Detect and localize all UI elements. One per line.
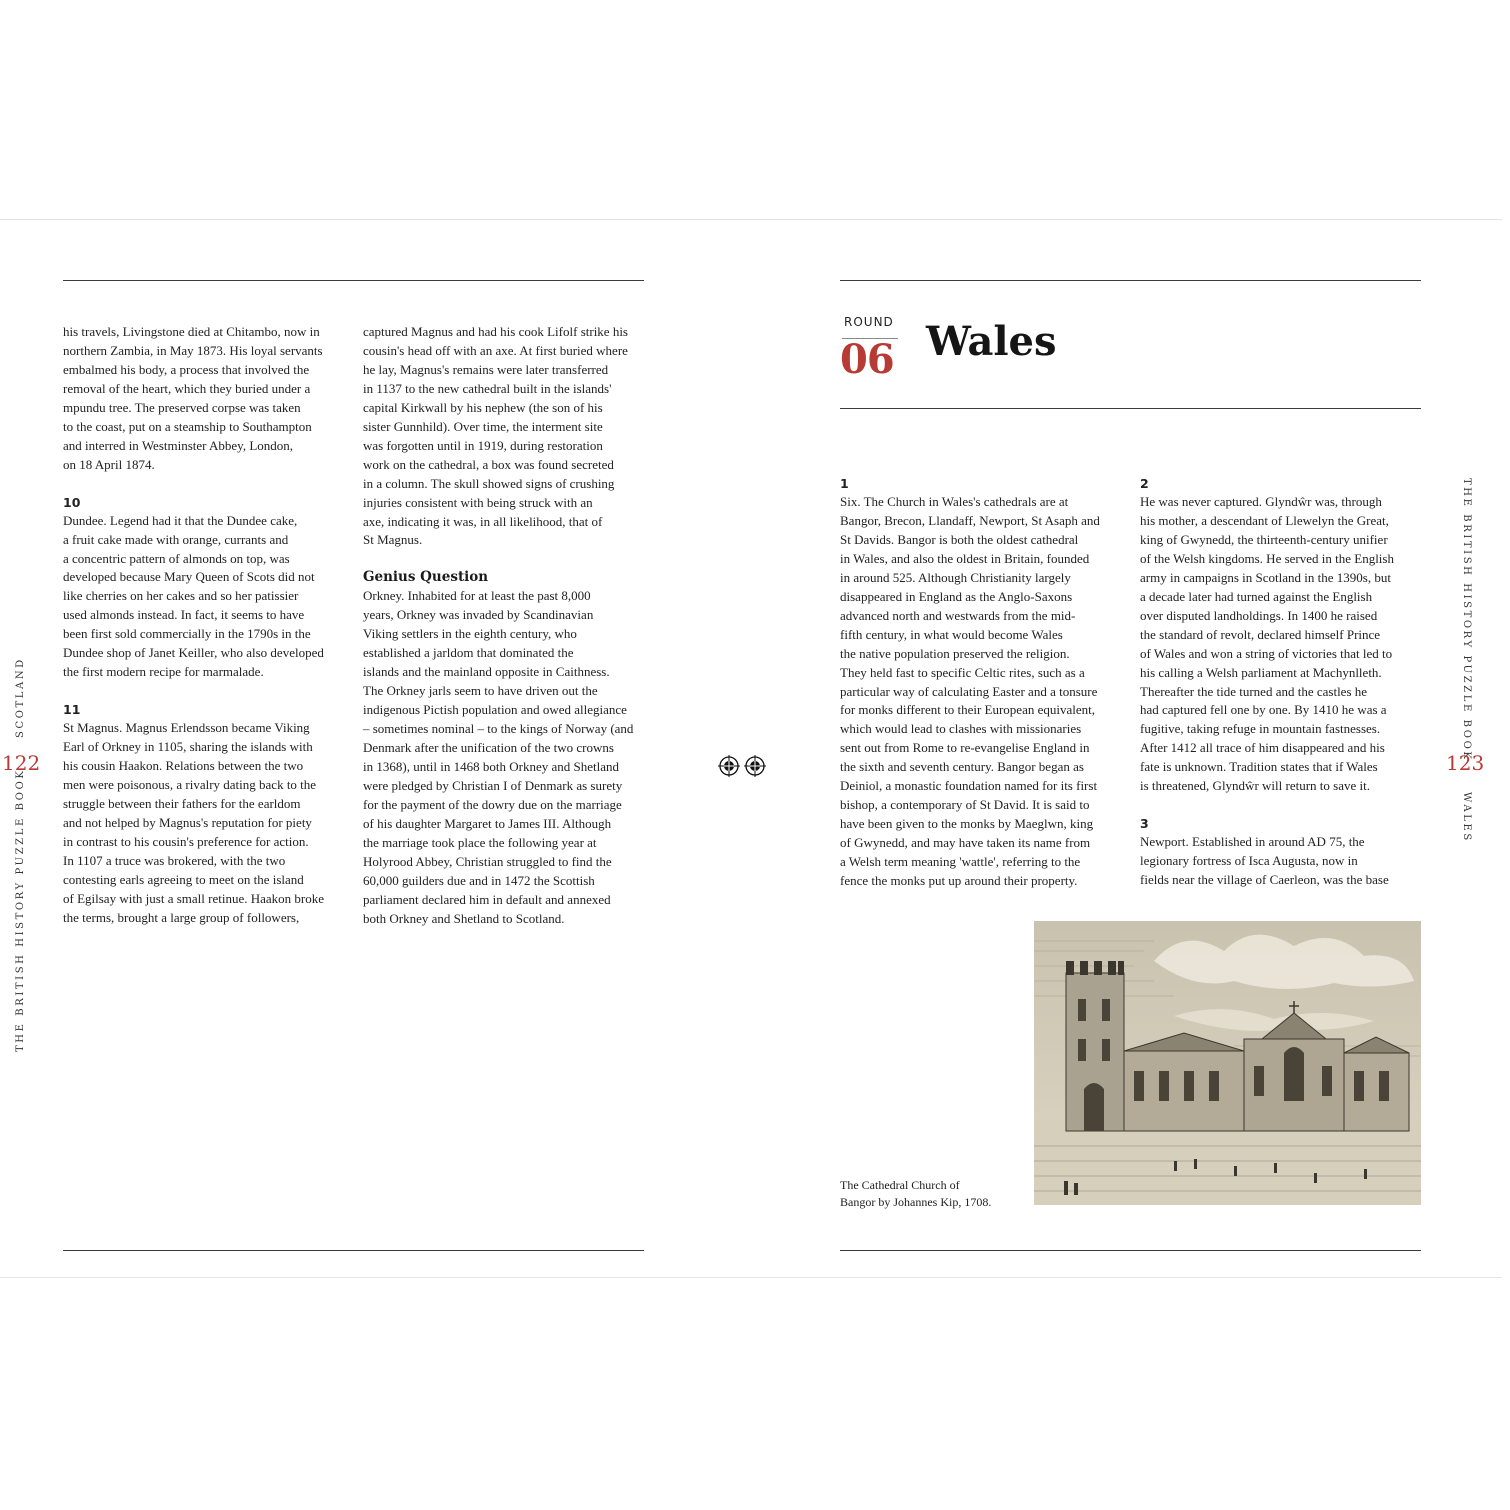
- answer-10-number: 10: [63, 494, 81, 510]
- genius-question-text: Orkney. Inhabited for at least the past 8,000 years, Orkney was invaded by Scandinavian Viking settlers in the eighth century, who established a jarldom that dominated the islands and the mainland opposite in Caithness. The Orkney jarls seem to have driven out the indigenous Pictish population and owed allegiance – sometimes nominal – to the kings of Norway (and Denmark after the unification of the two crowns in 1368), until in 1468 both Orkney and Shetland were pledged by Christian I of Denmark as surety for the payment of the dowry due on the marriage of his daughter Margaret to James III. Although the marriage took place the following year at Holyrood Abbey, Christian struggled to find the 60,000 guilders due and in 1472 the Scottish parliament declared him in default and annexed both Orkney and Shetland to Scotland.: [363, 588, 634, 926]
- answer-3-text: Newport. Established in around AD 75, the legionary fortress of Isca Augusta, now in fields near the village of Caerleon, was the base: [1140, 834, 1389, 888]
- genius-question-heading: Genius Question: [363, 569, 489, 586]
- left-folio: 122: [2, 751, 41, 775]
- spread-top-edge: [0, 219, 1502, 220]
- right-folio: 123: [1446, 751, 1485, 775]
- answer-2-number: 2: [1140, 476, 1149, 491]
- right-running-title: THE BRITISH HISTORY PUZZLE BOOK: [1461, 478, 1472, 762]
- answer-2-text: He was never captured. Glyndŵr was, through his mother, a descendant of Llewelyn the Great, king of Gwynedd, the thirteenth-century unifier of the Welsh kingdoms. He served in the English army in campaigns in Scotland in the 1390s, but a decade later had turned against the English over disputed landholdings. In 1400 he raised the standard of revolt, declared himself Prince of Wales and won a string of victories that led to his calling a Welsh parliament at Machynlleth. Thereafter the tide turned and the castles he had captured fell one by one. By 1410 he was a fugitive, taking refuge in mountain fastnesses. After 1412 all trace of him disappeared and his fate is unknown. Tradition states that if Wales is threatened, Glyndŵr will return to save it.: [1140, 494, 1394, 794]
- answer-11-number: 11: [63, 702, 81, 718]
- answer-9-continued: his travels, Livingstone died at Chitambo, now in northern Zambia, in May 1873. His loyal servants embalmed his body, a process that involved the removal of the heart, which they buried under a mpundu tree. The preserved corpse was taken to the coast, put on a steamship to Southampton and interred in Westminster Abbey, London, on 18 April 1874.: [63, 324, 323, 472]
- right-section-name: WALES: [1461, 792, 1472, 843]
- left-top-rule: [63, 280, 644, 281]
- figure-caption-text: The Cathedral Church of Bangor by Johannes Kip, 1708.: [840, 1178, 992, 1209]
- answer-11-text: St Magnus. Magnus Erlendsson became Viking Earl of Orkney in 1105, sharing the islands with his cousin Haakon. Relations between the two men were poisonous, a rivalry dating back to the struggle between their fathers for the earldom and not helped by Magnus's reputation for piety in contrast to his cousin's preference for action. In 1107 a truce was brokered, with the two contesting earls agreeing to meet on the island of Egilsay with just a small retinue. Haakon broke the terms, brought a large group of followers,: [63, 720, 325, 925]
- answer-10-text: Dundee. Legend had it that the Dundee cake, a fruit cake made with orange, currants and a concentric pattern of almonds on top, was developed because Mary Queen of Scots did not like cherries on her cakes and so her patissier used almonds instead. In fact, it seems to have been first sold commercially in the 1790s in the Dundee shop of Janet Keiller, who also developed the first modern recipe for marmalade.: [63, 512, 324, 680]
- left-section-name: SCOTLAND: [15, 657, 26, 738]
- figure-caption: [840, 1177, 1025, 1210]
- round-number: 06: [840, 336, 894, 383]
- registration-mark-icon: [744, 755, 766, 777]
- right-column-1: [840, 474, 1125, 891]
- left-column-1: [63, 323, 348, 928]
- right-column-2: [1140, 474, 1425, 890]
- answer-1-text: Six. The Church in Wales's cathedrals are at Bangor, Brecon, Llandaff, Newport, St Asaph and St Davids. Bangor is both the oldest cathedral in Wales, and also the oldest in Britain, founded in around 525. Although Christianity largely disappeared in England as the Anglo-Saxons advanced north and westwards from the mid- fifth century, in what would become Wales the native population preserved the religion. They held fast to specific Celtic rites, such as a particular way of calculating Easter and a tonsure for monks different to their European equivalent, which would lead to clashes with missionaries sent out from Rome to re-evangelise England in the sixth and seventh century. Bangor began as Deiniol, a monastic foundation named for its first bishop, a contemporary of St David. It is said to have been given to the monks by Maeglwn, king of Gwynedd, and may have taken its name from a Welsh term meaning 'wattle', referring to the fence the monks put up around their property.: [840, 494, 1100, 889]
- chapter-title: Wales: [926, 318, 1057, 365]
- right-bottom-rule: [840, 1250, 1421, 1251]
- cathedral-engraving-icon: [1034, 921, 1421, 1205]
- spread-bottom-edge: [0, 1277, 1502, 1278]
- right-header-rule: [840, 408, 1421, 409]
- answer-11-continued: captured Magnus and had his cook Lifolf strike his cousin's head off with an axe. At first buried where he lay, Magnus's remains were later transferred in 1137 to the new cathedral built in the islands' capital Kirkwall by his nephew (the son of his sister Gunnhild). Over time, the interment site was forgotten until in 1919, during restoration work on the cathedral, a box was found secreted in a column. The skull showed signs of crushing injuries consistent with being struck with an axe, indicating it was, in all likelihood, that of St Magnus.: [363, 324, 628, 548]
- left-bottom-rule: [63, 1250, 644, 1251]
- answer-3-number: 3: [1140, 816, 1149, 832]
- registration-mark-icon: [718, 755, 740, 777]
- round-label: ROUND: [844, 315, 894, 329]
- left-column-2: [363, 323, 653, 929]
- left-running-title: THE BRITISH HISTORY PUZZLE BOOK: [15, 768, 26, 1052]
- answer-1-number: 1: [840, 476, 849, 491]
- right-top-rule: [840, 280, 1421, 281]
